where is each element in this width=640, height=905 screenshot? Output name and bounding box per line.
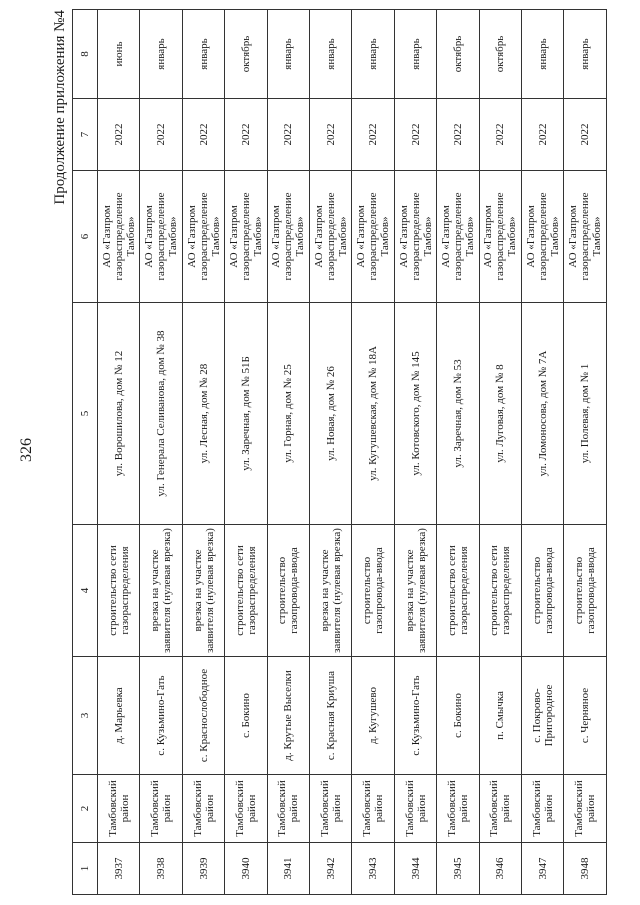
cell-work-type: врезка на участке заявителя (нулевая врезка)	[140, 525, 182, 657]
cell-row-number: 3937	[98, 843, 140, 895]
cell-year: 2022	[394, 99, 436, 171]
cell-work-type: строительство газопровода-ввода	[267, 525, 309, 657]
column-header-7: 7	[73, 99, 98, 171]
cell-district: Тамбовский район	[182, 775, 224, 843]
cell-contractor: АО «Газпром газораспределение Тамбов»	[564, 171, 607, 303]
table-row	[225, 10, 267, 895]
cell-row-number: 3946	[479, 843, 521, 895]
column-header-4: 4	[73, 525, 98, 657]
cell-contractor: АО «Газпром газораспределение Тамбов»	[352, 171, 394, 303]
column-header-5: 5	[73, 303, 98, 525]
cell-district: Тамбовский район	[98, 775, 140, 843]
cell-work-type: строительство газопровода-ввода	[564, 525, 607, 657]
cell-district: Тамбовский район	[564, 775, 607, 843]
cell-month: январь	[352, 10, 394, 99]
cell-settlement: с. Кузьмино-Гать	[140, 657, 182, 775]
cell-year: 2022	[98, 99, 140, 171]
cell-month: январь	[394, 10, 436, 99]
cell-district: Тамбовский район	[140, 775, 182, 843]
table-row	[310, 10, 352, 895]
cell-address: ул. Заречная, дом № 51Б	[225, 303, 267, 525]
cell-work-type: строительство сети газораспределения	[479, 525, 521, 657]
cell-row-number: 3941	[267, 843, 309, 895]
cell-row-number: 3938	[140, 843, 182, 895]
cell-settlement: с. Краснослободное	[182, 657, 224, 775]
cell-row-number: 3942	[310, 843, 352, 895]
cell-year: 2022	[225, 99, 267, 171]
table-row	[522, 10, 564, 895]
table-row	[437, 10, 479, 895]
cell-address: ул. Луговая, дом № 8	[479, 303, 521, 525]
table-row	[182, 10, 224, 895]
table-row	[394, 10, 436, 895]
cell-district: Тамбовский район	[437, 775, 479, 843]
table-row	[267, 10, 309, 895]
cell-year: 2022	[267, 99, 309, 171]
cell-month: январь	[140, 10, 182, 99]
cell-district: Тамбовский район	[522, 775, 564, 843]
table-row	[564, 10, 607, 895]
cell-contractor: АО «Газпром газораспределение Тамбов»	[98, 171, 140, 303]
cell-month: октябрь	[437, 10, 479, 99]
cell-year: 2022	[140, 99, 182, 171]
cell-year: 2022	[310, 99, 352, 171]
cell-row-number: 3944	[394, 843, 436, 895]
cell-district: Тамбовский район	[479, 775, 521, 843]
cell-settlement: с. Покрово-Пригородное	[522, 657, 564, 775]
cell-contractor: АО «Газпром газораспределение Тамбов»	[522, 171, 564, 303]
cell-month: июнь	[98, 10, 140, 99]
cell-work-type: строительство сети газораспределения	[437, 525, 479, 657]
cell-contractor: АО «Газпром газораспределение Тамбов»	[394, 171, 436, 303]
cell-address: ул. Ломоносова, дом № 7А	[522, 303, 564, 525]
cell-settlement: с. Бокино	[437, 657, 479, 775]
cell-district: Тамбовский район	[394, 775, 436, 843]
cell-year: 2022	[437, 99, 479, 171]
cell-work-type: строительство газопровода-ввода	[352, 525, 394, 657]
cell-month: январь	[564, 10, 607, 99]
column-header-3: 3	[73, 657, 98, 775]
table-row	[352, 10, 394, 895]
continuation-label: Продолжение приложения №4	[52, 10, 68, 205]
cell-contractor: АО «Газпром газораспределение Тамбов»	[182, 171, 224, 303]
cell-address: ул. Новая, дом № 26	[310, 303, 352, 525]
cell-address: ул. Котовского, дом № 145	[394, 303, 436, 525]
cell-work-type: врезка на участке заявителя (нулевая врезка)	[310, 525, 352, 657]
cell-work-type: строительство сети газораспределения	[98, 525, 140, 657]
cell-contractor: АО «Газпром газораспределение Тамбов»	[140, 171, 182, 303]
cell-year: 2022	[522, 99, 564, 171]
cell-address: ул. Кугушевская, дом № 18А	[352, 303, 394, 525]
cell-address: ул. Лесная, дом № 28	[182, 303, 224, 525]
cell-address: ул. Горная, дом № 25	[267, 303, 309, 525]
column-header-8: 8	[73, 10, 98, 99]
cell-year: 2022	[479, 99, 521, 171]
cell-year: 2022	[564, 99, 607, 171]
cell-district: Тамбовский район	[267, 775, 309, 843]
cell-address: ул. Полевая, дом № 1	[564, 303, 607, 525]
column-header-6: 6	[73, 171, 98, 303]
column-header-2: 2	[73, 775, 98, 843]
cell-settlement: д. Крутые Выселки	[267, 657, 309, 775]
column-header-1: 1	[73, 843, 98, 895]
cell-month: октябрь	[225, 10, 267, 99]
cell-contractor: АО «Газпром газораспределение Тамбов»	[437, 171, 479, 303]
cell-row-number: 3940	[225, 843, 267, 895]
table-row	[98, 10, 140, 895]
cell-district: Тамбовский район	[225, 775, 267, 843]
cell-address: ул. Ворошилова, дом № 12	[98, 303, 140, 525]
cell-month: октябрь	[479, 10, 521, 99]
cell-row-number: 3947	[522, 843, 564, 895]
cell-settlement: с. Красная Криуша	[310, 657, 352, 775]
cell-work-type: строительство сети газораспределения	[225, 525, 267, 657]
cell-district: Тамбовский район	[352, 775, 394, 843]
cell-year: 2022	[182, 99, 224, 171]
cell-month: январь	[310, 10, 352, 99]
cell-contractor: АО «Газпром газораспределение Тамбов»	[479, 171, 521, 303]
cell-settlement: д. Марьевка	[98, 657, 140, 775]
cell-work-type: врезка на участке заявителя (нулевая врезка)	[182, 525, 224, 657]
cell-settlement: с. Бокино	[225, 657, 267, 775]
table-row	[140, 10, 182, 895]
cell-year: 2022	[352, 99, 394, 171]
cell-work-type: врезка на участке заявителя (нулевая врезка)	[394, 525, 436, 657]
table-row	[479, 10, 521, 895]
cell-row-number: 3943	[352, 843, 394, 895]
table-header-row	[73, 10, 98, 895]
cell-settlement: д. Кугушево	[352, 657, 394, 775]
cell-month: январь	[267, 10, 309, 99]
cell-work-type: строительство газопровода-ввода	[522, 525, 564, 657]
cell-row-number: 3945	[437, 843, 479, 895]
cell-district: Тамбовский район	[310, 775, 352, 843]
cell-contractor: АО «Газпром газораспределение Тамбов»	[225, 171, 267, 303]
cell-row-number: 3939	[182, 843, 224, 895]
cell-address: ул. Генерала Селиванова, дом № 38	[140, 303, 182, 525]
page-number: 326	[18, 438, 35, 462]
cell-settlement: п. Смычка	[479, 657, 521, 775]
cell-row-number: 3948	[564, 843, 607, 895]
cell-month: январь	[182, 10, 224, 99]
cell-contractor: АО «Газпром газораспределение Тамбов»	[267, 171, 309, 303]
gasification-table	[72, 9, 607, 895]
cell-month: январь	[522, 10, 564, 99]
cell-contractor: АО «Газпром газораспределение Тамбов»	[310, 171, 352, 303]
cell-settlement: с. Кузьмино-Гать	[394, 657, 436, 775]
cell-address: ул. Заречная, дом № 53	[437, 303, 479, 525]
cell-settlement: с. Черняное	[564, 657, 607, 775]
